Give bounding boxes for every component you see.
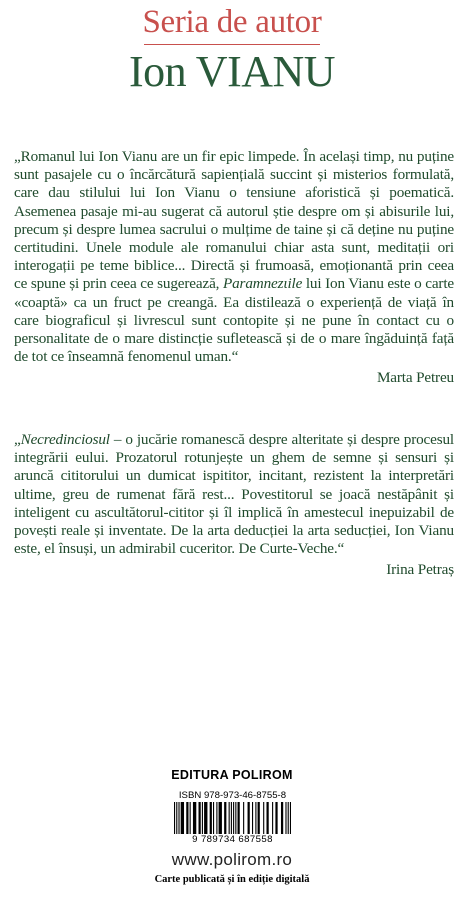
barcode-bar	[210, 802, 212, 834]
digital-edition-note: Carte publicată și în ediție digitală	[154, 874, 310, 885]
author-name: Ion VIANU	[128, 47, 336, 96]
quote-text-part: – o jucărie romanescă despre alteritate și despre procesul integrării eului. Prozatorul rotunjește un ghem de semne și sensuri și aruncă cititorului un dumicat ispititor, incitant, rezistent la interpretări ultime, greu de rumenat fără rest... Povestitorul se joacă nestăpânit și inteligent cu ascultătorul-cititor și îl implică în amestecul inepuizabil de povești reale și inventate. De la arta deducției la arta seducției, Ion Vianu este, el însuși, un admirabil cuceritor. De Curte-Veche.“	[14, 431, 454, 558]
barcode-bar	[266, 802, 268, 834]
barcode-bar	[255, 802, 256, 834]
barcode-bar	[204, 802, 207, 834]
barcode-bar	[202, 802, 203, 834]
barcode-bar	[243, 802, 244, 834]
barcode-bar	[252, 802, 253, 834]
barcode-digits: 9 789734 687558	[192, 834, 273, 845]
barcode-bar	[285, 802, 286, 834]
isbn-label: ISBN 978-973-46-8755-8	[178, 790, 287, 801]
barcode-bar	[190, 802, 191, 834]
barcode-bar	[233, 802, 234, 834]
quoted-title: Necredinciosul	[20, 431, 110, 448]
barcode-bar	[229, 802, 230, 834]
barcode-bar	[288, 802, 289, 834]
review-quote-2	[14, 431, 454, 580]
quote-attribution: Irina Petraș	[386, 561, 454, 579]
quote-text-part: „	[14, 431, 21, 448]
barcode-bar	[231, 802, 232, 834]
barcode-bar	[224, 802, 226, 834]
barcode-icon	[174, 802, 291, 834]
review-quote-1	[14, 148, 454, 388]
barcode-bar	[238, 802, 240, 834]
barcode-bar	[174, 802, 175, 834]
quote-text-part: lui Ion Vianu este o carte «coaptă» ca un fruct pe creangă. Ea distilează o experiență de viață în care biograficul și livrescul sunt contopite și ne pune în contact cu o personalitate de o mare distincție sufletească și de o mare îngăduință față de tot ce înseamnă fenomenul uman.“	[14, 275, 454, 366]
quote-text	[14, 431, 454, 558]
quote-text	[14, 148, 454, 366]
barcode-bar	[193, 802, 196, 834]
publisher-name: EDITURA POLIROM	[171, 768, 293, 782]
quoted-title: Paramnezιile	[222, 275, 303, 293]
barcode-bar	[178, 802, 179, 834]
barcode-bar	[219, 802, 222, 834]
barcode-bar	[216, 802, 217, 834]
barcode-bar	[235, 802, 236, 834]
publisher-website[interactable]: www.polirom.ro	[171, 850, 293, 869]
quote-attribution: Marta Petreu	[376, 369, 454, 387]
barcode-bar	[248, 802, 250, 834]
barcode-bar	[263, 802, 264, 834]
barcode-bar	[272, 802, 273, 834]
barcode-bar	[186, 802, 188, 834]
barcode-bar	[290, 802, 291, 834]
barcode-bar	[181, 802, 184, 834]
header-divider	[144, 44, 320, 45]
quote-text-part: „Romanul lui Ion Vianu are un fir epic limpede. În același timp, nu puține sunt pasajele cu o încărcătură sapiențială succint și misterios formulată, care dau stilului lui Ion Vianu o tensiune aforistică și poematică. Asemenea pasaje mi-au sugerat că autorul știe despre om și abisurile lui, precum și despre lumea sacrului o mulțime de taine și că deține nu puține certitudini. Unele module ale romanului chiar asta sunt, meditații ori interogații pe teme biblice... Directă și frumoasă, emoționantă prin ceea ce spune și prin ceea ce sugerează,	[14, 148, 454, 293]
barcode-bar	[176, 802, 177, 834]
barcode-bar	[275, 802, 277, 834]
barcode-bar	[281, 802, 283, 834]
barcode-bar	[258, 802, 260, 834]
isbn-barcode	[168, 790, 297, 845]
barcode-bar	[199, 802, 201, 834]
series-title: Seria de autor	[142, 4, 322, 40]
barcode-bar	[213, 802, 214, 834]
